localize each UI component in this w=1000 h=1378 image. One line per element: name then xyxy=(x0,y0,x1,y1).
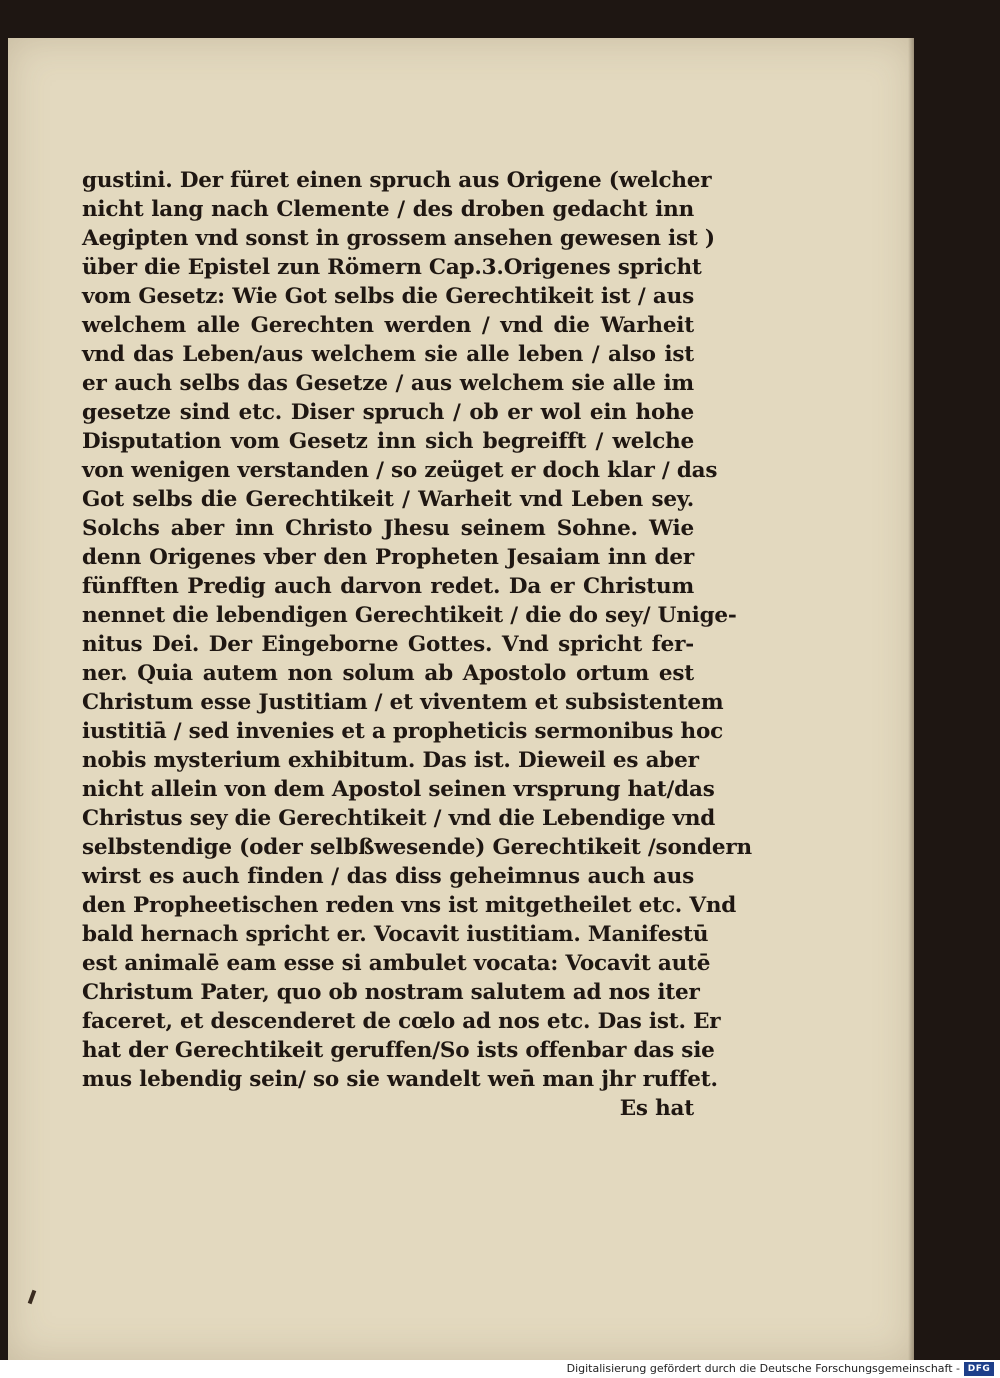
text-line: vnd das Leben/aus welchem sie alle leben / also ist xyxy=(82,342,694,367)
text-line: nitus Dei. Der Eingeborne Gottes. Vnd spricht fer- xyxy=(82,632,694,657)
text-line: Christum Pater, quo ob nostram salutem ad nos iter xyxy=(82,980,700,1005)
text-line: iustitiā / sed invenies et a propheticis sermonibus hoc xyxy=(82,719,724,744)
text-line: hat der Gerechtikeit geruffen/So ists offenbar das sie xyxy=(82,1038,715,1063)
funding-credit: Digitalisierung gefördert durch die Deutsche Forschungsgemeinschaft - xyxy=(566,1362,960,1375)
catchword: Es hat xyxy=(619,1096,694,1121)
text-line: wirst es auch finden / das diss geheimnus auch aus xyxy=(82,864,694,889)
text-line: nobis mysterium exhibitum. Das ist. Dieweil es aber xyxy=(82,748,699,773)
text-line: von wenigen verstanden / so zeüget er doch klar / das xyxy=(82,458,718,483)
footer-bar xyxy=(0,1360,1000,1378)
text-line: denn Origenes vber den Propheten Jesaiam inn der xyxy=(82,545,694,570)
dfg-logo: DFG xyxy=(964,1362,994,1376)
text-line: Aegipten vnd sonst in grossem ansehen gewesen ist ) xyxy=(82,226,715,251)
text-line: selbstendige (oder selbßwesende) Gerechtikeit /sondern xyxy=(82,835,752,860)
margin-mark xyxy=(28,1290,37,1305)
text-line: er auch selbs das Gesetze / aus welchem sie alle im xyxy=(82,371,694,396)
text-line: mus lebendig sein/ so sie wandelt wen̄ man jhr ruffet. xyxy=(82,1067,718,1092)
text-line: welchem alle Gerechten werden / vnd die Warheit xyxy=(82,313,694,338)
text-line: über die Epistel zun Römern Cap.3.Origenes spricht xyxy=(82,255,702,280)
text-line: Got selbs die Gerechtikeit / Warheit vnd Leben sey. xyxy=(82,487,694,512)
text-line: ner. Quia autem non solum ab Apostolo ortum est xyxy=(82,661,694,686)
text-line: Christum esse Justitiam / et viventem et subsistentem xyxy=(82,690,724,715)
text-line: den Propheetischen reden vns ist mitgetheilet etc. Vnd xyxy=(82,893,737,918)
text-line: Solchs aber inn Christo Jhesu seinem Sohne. Wie xyxy=(82,516,694,541)
text-line: Christus sey die Gerechtikeit / vnd die Lebendige vnd xyxy=(82,806,716,831)
text-line: nicht allein von dem Apostol seinen vrsprung hat/das xyxy=(82,777,715,802)
text-line: bald hernach spricht er. Vocavit iustitiam. Manifestū xyxy=(82,922,709,947)
text-line: est animalē eam esse si ambulet vocata: Vocavit autē xyxy=(82,951,711,976)
book-page xyxy=(8,38,914,1360)
page-text xyxy=(82,166,752,1123)
text-line: Disputation vom Gesetz inn sich begreifft / welche xyxy=(82,429,694,454)
text-line: faceret, et descenderet de cœlo ad nos etc. Das ist. Er xyxy=(82,1009,721,1034)
text-line: gesetze sind etc. Diser spruch / ob er wol ein hohe xyxy=(82,400,694,425)
text-line: fünfften Predig auch darvon redet. Da er Christum xyxy=(82,574,694,599)
text-line: nicht lang nach Clemente / des droben gedacht inn xyxy=(82,197,694,222)
text-line: nennet die lebendigen Gerechtikeit / die do sey/ Unige- xyxy=(82,603,737,628)
text-line: vom Gesetz: Wie Got selbs die Gerechtikeit ist / aus xyxy=(82,284,694,309)
text-line: gustini. Der füret einen spruch aus Origene (welcher xyxy=(82,168,712,193)
